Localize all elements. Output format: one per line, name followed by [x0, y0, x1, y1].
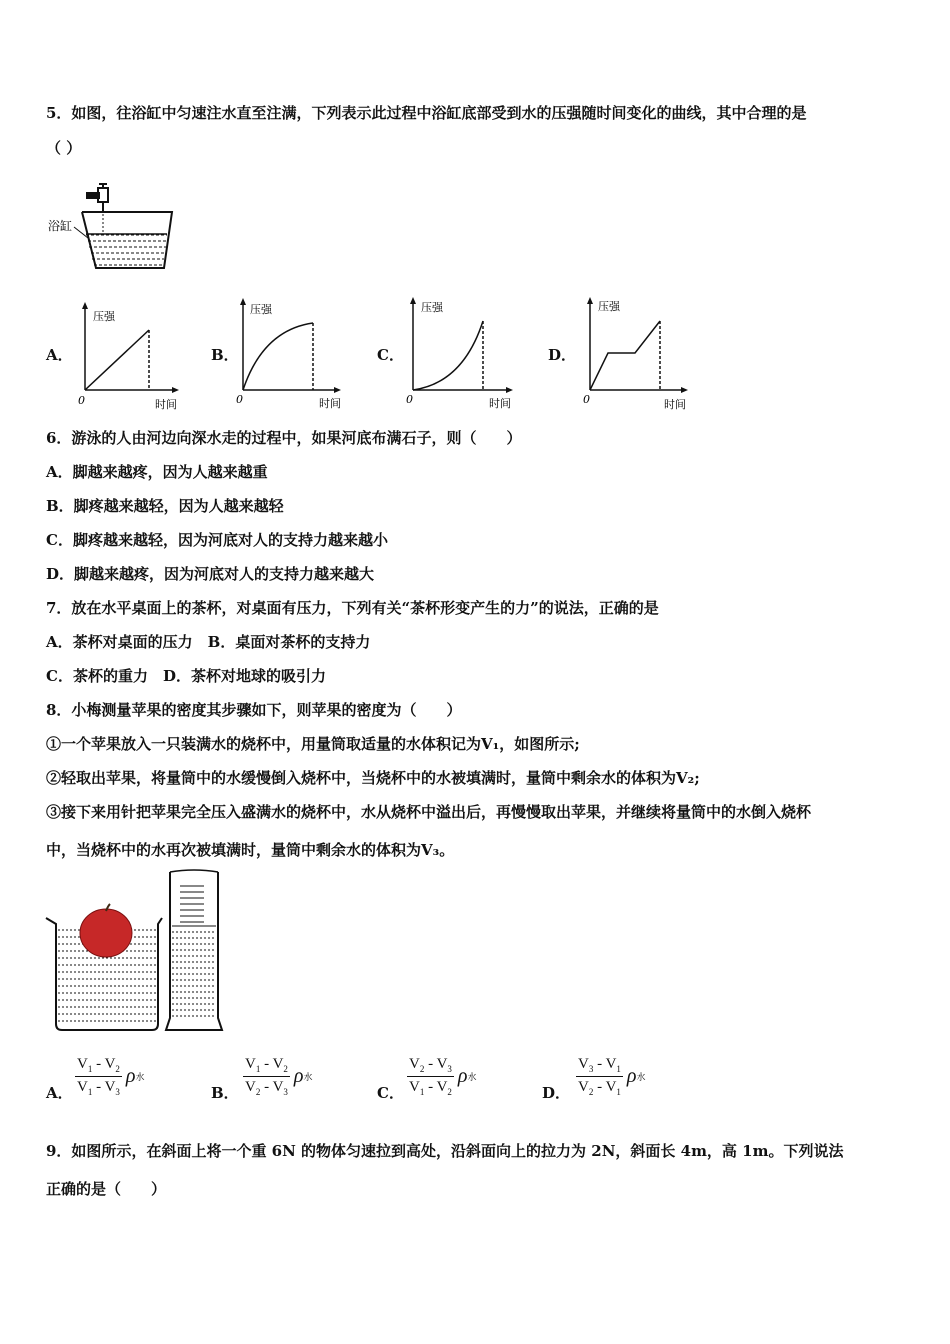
- q9-stem-line2: 正确的是（ ）: [46, 1180, 167, 1198]
- q8-step1: ①一个苹果放入一只装满水的烧杯中，用量筒取适量的水体积记为V₁，如图所示;: [46, 735, 580, 753]
- q5-blank: （ ）: [46, 139, 82, 157]
- q7-stem: 7．放在水平桌面上的茶杯，对桌面有压力，下列有关“茶杯形变产生的力”的说法，正确的是: [46, 599, 659, 617]
- graph-a: [75, 300, 185, 412]
- q8-option-d-letter[interactable]: D．: [542, 1084, 571, 1102]
- q5-option-c[interactable]: C．: [377, 346, 404, 364]
- q6-option-c[interactable]: C．脚疼越来越轻，因为河底对人的支持力越来越小: [46, 531, 388, 549]
- tub-label: 浴缸: [48, 219, 73, 233]
- q8-step3-line1: ③接下来用针把苹果完全压入盛满水的烧杯中，水从烧杯中溢出后，再慢慢取出苹果，并继续将量筒中的水倒入烧杯: [46, 803, 812, 821]
- q7-options-cd[interactable]: C．茶杯的重力 D．茶杯对地球的吸引力: [46, 667, 326, 685]
- q8-option-c-letter[interactable]: C．: [377, 1084, 404, 1102]
- svg-text:压强: 压强: [421, 301, 443, 314]
- q6-option-b[interactable]: B．脚疼越来越轻，因为人越来越轻: [46, 497, 284, 515]
- svg-text:压强: 压强: [93, 310, 115, 323]
- svg-text:压强: 压强: [250, 303, 272, 316]
- svg-text:时间: 时间: [664, 398, 686, 411]
- graph-d: [580, 293, 695, 412]
- graph-c: [403, 293, 521, 412]
- bathtub-figure: [46, 180, 181, 275]
- q8-option-b-formula[interactable]: $\frac{V_1 - V_2}{V_2 - V_3}$ ρ 水: [245, 1056, 313, 1097]
- svg-text:0: 0: [406, 393, 413, 406]
- q8-step3-line2: 中，当烧杯中的水再次被填满时，量筒中剩余水的体积为V₃。: [46, 841, 455, 859]
- q8-option-a-letter[interactable]: A．: [46, 1084, 73, 1102]
- q9-stem-line1: 9．如图所示，在斜面上将一个重 6N 的物体匀速拉到高处，沿斜面向上的拉力为 2N，斜面长 4m，高 1m。下列说法: [46, 1142, 844, 1160]
- graph-b: [233, 295, 348, 412]
- svg-text:时间: 时间: [489, 397, 511, 410]
- q8-option-d-formula[interactable]: $\frac{V_3 - V_1}{V_2 - V_1}$ ρ 水: [578, 1056, 646, 1097]
- q8-option-a-formula[interactable]: $\frac{V_1 - V_2}{V_1 - V_3}$ ρ 水: [77, 1056, 145, 1097]
- q5-option-d[interactable]: D．: [548, 346, 577, 364]
- q8-option-c-formula[interactable]: $\frac{V_2 - V_3}{V_1 - V_2}$ ρ 水: [409, 1056, 477, 1097]
- apple: [80, 909, 132, 957]
- svg-text:0: 0: [583, 393, 590, 406]
- beaker-cylinder-figure: [42, 868, 232, 1036]
- svg-text:时间: 时间: [319, 397, 341, 410]
- q8-stem: 8．小梅测量苹果的密度其步骤如下，则苹果的密度为（ ）: [46, 701, 462, 719]
- q5-stem: 5．如图，往浴缸中匀速注水直至注满，下列表示此过程中浴缸底部受到水的压强随时间变化的曲线，其中合理的是: [46, 104, 807, 122]
- q8-step2: ②轻取出苹果，将量筒中的水缓慢倒入烧杯中，当烧杯中的水被填满时，量筒中剩余水的体积为V₂;: [46, 769, 700, 787]
- q7-options-ab[interactable]: A．茶杯对桌面的压力 B．桌面对茶杯的支持力: [46, 633, 371, 651]
- q5-option-a[interactable]: A．: [46, 346, 73, 364]
- q6-stem: 6．游泳的人由河边向深水走的过程中，如果河底布满石子，则（ ）: [46, 429, 522, 447]
- svg-text:0: 0: [236, 393, 243, 406]
- svg-text:时间: 时间: [155, 398, 177, 411]
- svg-text:0: 0: [78, 394, 85, 407]
- q8-option-b-letter[interactable]: B．: [211, 1084, 239, 1102]
- q6-option-d[interactable]: D．脚越来越疼，因为河底对人的支持力越来越大: [46, 565, 375, 583]
- q6-option-a[interactable]: A．脚越来越疼，因为人越来越重: [46, 463, 268, 481]
- q5-option-b[interactable]: B．: [211, 346, 239, 364]
- svg-text:压强: 压强: [598, 300, 620, 313]
